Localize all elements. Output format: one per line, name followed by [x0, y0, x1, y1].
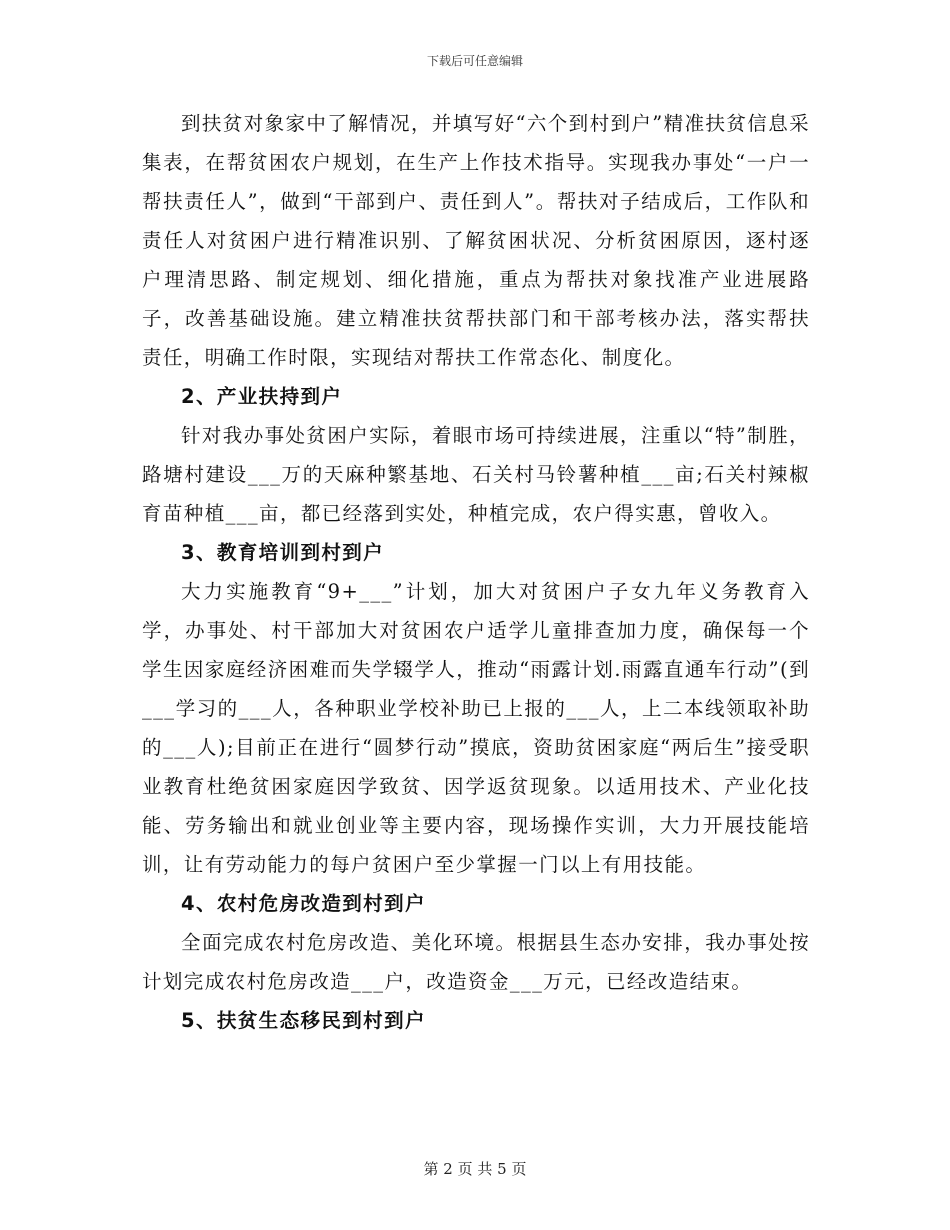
body-paragraph: 到扶贫对象家中了解情况，并填写好“六个到村到户”精准扶贫信息采集表，在帮贫困农户规划，在生产上作技术指导。实现我办事处“一户一帮扶责任人”，做到“干部到户、责任到人”。帮扶对子结成后，工作队和责任人对贫困户进行精准识别、了解贫困状况、分析贫困原因，逐村逐户理清思路、制定规划、细化措施，重点为帮扶对象找准产业进展路子，改善基础设施。建立精准扶贫帮扶部门和干部考核办法，落实帮扶责任，明确工作时限，实现结对帮扶工作常态化、制度化。 [142, 112, 810, 369]
document-body [142, 104, 810, 1040]
body-paragraph: 针对我办事处贫困户实际，着眼市场可持续进展，注重以“特”制胜，路塘村建设___万的天麻种繁基地、石关村马铃薯种植___亩;石关村辣椒育苗种植___亩，都已经落到实处，种植完成，农户得实惠，曾收入。 [142, 424, 810, 525]
page-header-note: 下载后可任意编辑 [426, 54, 523, 68]
section-heading: 3、教育培训到村到户 [181, 541, 385, 564]
body-paragraph: 全面完成农村危房改造、美化环境。根据县生态办安排，我办事处按计划完成农村危房改造___户，改造资金___万元，已经改造结束。 [142, 931, 810, 993]
section-heading: 5、扶贫生态移民到村到户 [181, 1009, 426, 1032]
body-paragraph: 大力实施教育“9+___”计划，加大对贫困户子女九年义务教育入学，办事处、村干部加大对贫困农户适学儿童排查加力度，确保每一个学生因家庭经济困难而失学辍学人，推动“雨露计划.雨露直通车行动”(到___学习的___人，各种职业学校补助已上报的___人，上二本线领取补助的___人);目前正在进行“圆梦行动”摸底，资助贫困家庭“两后生”接受职业教育杜绝贫困家庭因学致贫、因学返贫现象。以适用技术、产业化技能、劳务输出和就业创业等主要内容，现场操作实训，大力开展技能培训，让有劳动能力的每户贫困户至少掌握一门以上有用技能。 [142, 580, 810, 876]
page-number: 第 2 页 共 5 页 [423, 1160, 527, 1178]
section-heading: 4、农村危房改造到村到户 [181, 892, 426, 915]
section-heading: 2、产业扶持到户 [181, 385, 343, 408]
